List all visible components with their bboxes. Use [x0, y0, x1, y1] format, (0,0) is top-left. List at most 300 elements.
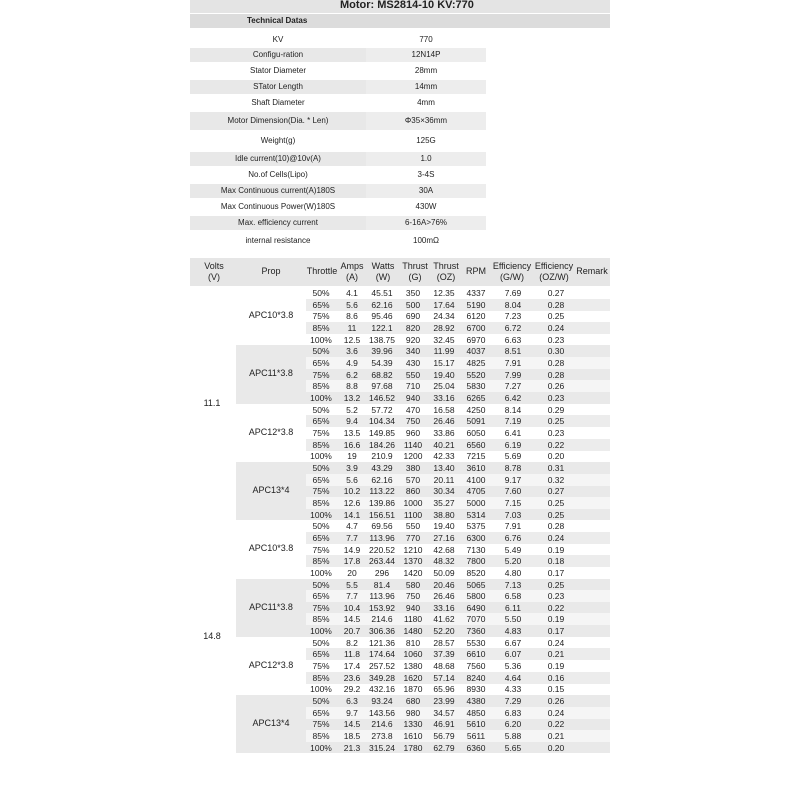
- table-cell: 65%: [312, 649, 330, 660]
- table-cell: 27.16: [433, 532, 455, 543]
- table-cell: 6.2: [346, 369, 358, 380]
- table-cell: 113.22: [369, 486, 395, 497]
- table-cell: 19.40: [433, 369, 455, 380]
- table-cell: 263.44: [369, 556, 395, 567]
- table-cell: 7070: [466, 614, 486, 625]
- table-cell: 100%: [310, 567, 332, 578]
- table-row: [306, 497, 610, 509]
- table-cell: 0.23: [547, 427, 565, 438]
- table-cell: 8520: [466, 567, 486, 578]
- table-cell: 0.30: [547, 346, 565, 357]
- table-cell: 50%: [312, 579, 330, 590]
- table-cell: 4380: [466, 696, 486, 707]
- table-row: [306, 404, 610, 416]
- table-cell: 4.7: [346, 521, 358, 532]
- table-row: [306, 648, 610, 660]
- table-row: [306, 613, 610, 625]
- table-cell: 50%: [312, 404, 330, 415]
- table-cell: 0.19: [547, 661, 565, 672]
- table-cell: 9.4: [346, 416, 358, 427]
- table-cell: 48.68: [433, 661, 455, 672]
- table-cell: 296: [374, 567, 390, 578]
- table-cell: 5.88: [504, 731, 522, 742]
- table-cell: 50%: [312, 521, 330, 532]
- table-cell: 113.96: [369, 591, 395, 602]
- table-cell: 16.6: [343, 439, 361, 450]
- table-cell: 75%: [312, 311, 330, 322]
- table-cell: 6120: [466, 311, 486, 322]
- table-row: [306, 579, 610, 591]
- table-cell: 38.80: [433, 509, 455, 520]
- table-cell: 9.7: [346, 707, 358, 718]
- table-cell: 100%: [310, 684, 332, 695]
- table-cell: 184.26: [369, 439, 395, 450]
- prop-label: APC13*4: [252, 485, 290, 496]
- table-row: [306, 357, 610, 369]
- table-cell: 75%: [312, 544, 330, 555]
- header-efficiency-g-label: Efficiency: [492, 261, 532, 271]
- table-cell: 65%: [312, 416, 330, 427]
- table-cell: 0.28: [547, 521, 565, 532]
- prop-label: APC10*3.8: [248, 310, 294, 321]
- table-cell: 149.85: [369, 427, 395, 438]
- table-cell: 257.52: [369, 661, 395, 672]
- table-cell: 7.91: [504, 521, 522, 532]
- spec-row: [190, 184, 434, 198]
- table-cell: 19.40: [433, 521, 455, 532]
- table-cell: 28.57: [433, 637, 455, 648]
- table-row: [306, 660, 610, 672]
- table-cell: 920: [405, 334, 421, 345]
- spec-row: [190, 33, 433, 47]
- table-cell: 6.72: [504, 322, 522, 333]
- table-cell: 13.2: [343, 392, 361, 403]
- table-cell: 122.1: [371, 322, 393, 333]
- table-cell: 65.96: [433, 684, 455, 695]
- table-cell: 6700: [466, 322, 486, 333]
- table-cell: 33.16: [433, 392, 455, 403]
- table-cell: 350: [405, 288, 421, 298]
- table-row: [306, 287, 610, 299]
- table-row: [306, 392, 610, 404]
- table-cell: 4850: [466, 707, 486, 718]
- table-cell: 0.19: [547, 544, 565, 555]
- table-cell: 1210: [403, 544, 423, 555]
- table-cell: 6.20: [504, 719, 522, 730]
- table-cell: 146.52: [369, 392, 395, 403]
- spec-row: [190, 168, 435, 182]
- table-cell: 5375: [466, 521, 486, 532]
- table-cell: 5190: [466, 299, 486, 310]
- header-thrust-oz-unit: (OZ): [436, 272, 456, 282]
- spec-row: [190, 96, 435, 110]
- table-cell: 33.86: [433, 427, 455, 438]
- table-cell: 8.78: [504, 462, 522, 473]
- table-cell: 35.27: [433, 497, 455, 508]
- table-cell: 0.21: [547, 649, 565, 660]
- table-cell: 18.5: [343, 731, 361, 742]
- table-cell: 7.7: [346, 591, 358, 602]
- table-cell: 4.64: [504, 672, 522, 683]
- table-row: [306, 555, 610, 567]
- table-cell: 5830: [466, 381, 486, 392]
- table-row: [306, 322, 610, 334]
- table-cell: 5.36: [504, 661, 522, 672]
- header-volts-label: Volts: [204, 261, 224, 271]
- table-cell: 0.23: [547, 591, 565, 602]
- table-cell: 65%: [312, 299, 330, 310]
- table-cell: 5.50: [504, 614, 522, 625]
- spec-row: [190, 80, 438, 94]
- table-cell: 680: [405, 696, 421, 707]
- table-cell: 210.9: [371, 451, 393, 462]
- table-cell: 6300: [466, 532, 486, 543]
- table-cell: 30.34: [433, 486, 455, 497]
- table-cell: 3.9: [346, 462, 358, 473]
- table-cell: 100%: [310, 626, 332, 637]
- table-cell: 0.20: [547, 742, 565, 753]
- table-cell: 6.83: [504, 707, 522, 718]
- table-cell: 5.6: [346, 299, 358, 310]
- table-cell: 23.6: [343, 672, 361, 683]
- table-cell: 12.5: [343, 334, 361, 345]
- table-cell: 57.72: [371, 404, 393, 415]
- table-cell: 1620: [403, 672, 423, 683]
- table-cell: 4037: [466, 346, 486, 357]
- table-cell: 156.51: [369, 509, 395, 520]
- table-cell: 19: [347, 451, 357, 462]
- table-cell: 75%: [312, 719, 330, 730]
- voltage-label: 14.8: [203, 630, 221, 641]
- table-cell: 0.25: [547, 509, 565, 520]
- spec-row: [190, 216, 448, 230]
- table-cell: 62.16: [371, 299, 393, 310]
- table-cell: 1870: [403, 684, 423, 695]
- table-cell: 5520: [466, 369, 486, 380]
- table-cell: 5.5: [346, 579, 358, 590]
- table-cell: 940: [405, 392, 421, 403]
- spec-label: Max. efficiency current: [190, 216, 366, 230]
- spec-value: 4mm: [417, 98, 435, 107]
- table-cell: 40.21: [433, 439, 455, 450]
- table-cell: 5610: [466, 719, 486, 730]
- table-cell: 7.29: [504, 696, 522, 707]
- table-cell: 11.99: [433, 346, 455, 357]
- spec-row: [190, 132, 436, 150]
- table-cell: 6610: [466, 649, 486, 660]
- table-cell: 315.24: [369, 742, 395, 753]
- table-cell: 550: [405, 521, 421, 532]
- table-cell: 75%: [312, 661, 330, 672]
- table-cell: 5000: [466, 497, 486, 508]
- table-cell: 85%: [312, 322, 330, 333]
- spec-value: 1.0: [366, 152, 486, 166]
- table-cell: 13.40: [433, 462, 455, 473]
- table-cell: 0.23: [547, 334, 565, 345]
- table-cell: 50%: [312, 637, 330, 648]
- table-cell: 33.16: [433, 602, 455, 613]
- table-cell: 0.19: [547, 614, 565, 625]
- table-cell: 5.69: [504, 451, 522, 462]
- header-watts-unit: (W): [375, 272, 391, 282]
- spec-label: internal resistance: [245, 236, 311, 245]
- table-cell: 42.33: [433, 451, 455, 462]
- table-cell: 0.21: [547, 731, 565, 742]
- table-cell: 0.25: [547, 579, 565, 590]
- header-efficiency-g: [490, 261, 534, 283]
- table-cell: 380: [405, 462, 421, 473]
- table-cell: 0.20: [547, 451, 565, 462]
- table-cell: 6.19: [504, 439, 522, 450]
- table-cell: 5800: [466, 591, 486, 602]
- spec-label: Stator Diameter: [249, 66, 307, 75]
- spec-label: STator Length: [190, 80, 366, 94]
- table-cell: 16.58: [433, 404, 455, 415]
- table-cell: 7.69: [504, 288, 522, 298]
- table-cell: 1140: [403, 439, 423, 450]
- table-cell: 14.9: [343, 544, 361, 555]
- table-cell: 65%: [312, 707, 330, 718]
- header-amps-label: Amps: [340, 261, 364, 271]
- table-row: [306, 672, 610, 684]
- table-cell: 4100: [466, 474, 486, 485]
- table-row: [306, 485, 610, 497]
- table-cell: 50%: [312, 288, 330, 298]
- table-cell: 12.35: [433, 288, 455, 298]
- table-cell: 3.6: [346, 346, 358, 357]
- table-row: [306, 625, 610, 637]
- table-cell: 770: [405, 532, 421, 543]
- header-thrust-g-unit: (G): [408, 272, 422, 282]
- spec-row: [190, 64, 438, 78]
- table-cell: 860: [405, 486, 421, 497]
- table-cell: 113.96: [369, 532, 395, 543]
- table-row: [306, 439, 610, 451]
- table-cell: 710: [405, 381, 421, 392]
- table-cell: 1100: [403, 509, 423, 520]
- table-cell: 6265: [466, 392, 486, 403]
- table-cell: 1060: [403, 649, 423, 660]
- table-cell: 14.5: [343, 719, 361, 730]
- table-row: [306, 707, 610, 719]
- table-cell: 93.24: [371, 696, 393, 707]
- spec-row: [190, 112, 448, 130]
- table-cell: 0.28: [547, 299, 565, 310]
- table-cell: 14.5: [343, 614, 361, 625]
- table-cell: 81.4: [373, 579, 391, 590]
- table-cell: 143.56: [369, 707, 395, 718]
- header-rpm: RPM: [466, 266, 486, 276]
- table-cell: 28.92: [433, 322, 455, 333]
- table-row: [306, 299, 610, 311]
- table-row: [306, 415, 610, 427]
- table-cell: 1180: [403, 614, 423, 625]
- table-cell: 85%: [312, 439, 330, 450]
- table-cell: 0.22: [547, 719, 565, 730]
- technical-data-header: [190, 14, 610, 28]
- table-cell: 6560: [466, 439, 486, 450]
- spec-value: 28mm: [414, 66, 438, 75]
- prop-label: APC13*4: [252, 718, 290, 729]
- table-cell: 0.26: [547, 696, 565, 707]
- table-cell: 0.24: [547, 707, 565, 718]
- table-cell: 4.83: [504, 626, 522, 637]
- table-cell: 1610: [403, 731, 423, 742]
- table-cell: 7560: [466, 661, 486, 672]
- table-row: [306, 380, 610, 392]
- spec-label: No.of Cells(Lipo): [248, 170, 308, 179]
- table-cell: 1380: [403, 661, 423, 672]
- spec-value: 12N14P: [366, 48, 486, 62]
- table-cell: 6.3: [346, 696, 358, 707]
- table-cell: 62.79: [433, 742, 455, 753]
- spec-row: [190, 152, 432, 166]
- prop-label: APC11*3.8: [249, 601, 293, 612]
- table-cell: 214.6: [371, 719, 393, 730]
- table-cell: 273.8: [371, 731, 393, 742]
- table-cell: 11.8: [344, 649, 360, 660]
- table-cell: 174.64: [369, 649, 395, 660]
- table-cell: 6.67: [504, 637, 522, 648]
- table-cell: 24.34: [433, 311, 455, 322]
- table-cell: 7.23: [504, 311, 522, 322]
- spec-value: 14mm: [366, 80, 486, 94]
- header-efficiency-g-unit: (G/W): [500, 272, 524, 282]
- table-row: [306, 369, 610, 381]
- table-cell: 100%: [310, 509, 332, 520]
- motor-title: Motor: MS2814-10 KV:770: [340, 0, 474, 11]
- table-cell: 50%: [312, 696, 330, 707]
- table-cell: 85%: [312, 672, 330, 683]
- table-cell: 3610: [466, 462, 486, 473]
- table-cell: 85%: [312, 614, 330, 625]
- table-cell: 5091: [466, 416, 486, 427]
- table-cell: 550: [405, 369, 421, 380]
- table-cell: 5.49: [504, 544, 522, 555]
- header-volts: [192, 261, 236, 283]
- table-cell: 0.26: [547, 381, 565, 392]
- header-efficiency-oz: [532, 261, 576, 283]
- table-cell: 26.46: [433, 416, 455, 427]
- table-cell: 0.17: [547, 567, 565, 578]
- table-cell: 20: [347, 567, 357, 578]
- table-cell: 17.8: [343, 556, 361, 567]
- table-row: [306, 730, 610, 742]
- prop-label: APC10*3.8: [248, 543, 294, 554]
- table-cell: 5.6: [346, 474, 358, 485]
- header-efficiency-oz-unit: (OZ/W): [539, 272, 569, 282]
- table-cell: 138.75: [369, 334, 395, 345]
- table-cell: 7.27: [504, 381, 522, 392]
- table-cell: 13.5: [343, 427, 361, 438]
- table-cell: 75%: [312, 486, 330, 497]
- table-cell: 4.9: [346, 357, 358, 368]
- table-cell: 8.6: [346, 311, 358, 322]
- table-cell: 0.25: [547, 311, 565, 322]
- table-cell: 46.91: [433, 719, 455, 730]
- table-cell: 50.09: [433, 567, 455, 578]
- table-cell: 349.28: [369, 672, 395, 683]
- table-cell: 6.07: [504, 649, 522, 660]
- table-row: [306, 718, 610, 730]
- table-cell: 10.4: [343, 602, 361, 613]
- table-cell: 85%: [312, 497, 330, 508]
- table-cell: 6.11: [505, 602, 521, 613]
- table-cell: 0.18: [547, 556, 565, 567]
- table-row: [306, 567, 610, 579]
- table-row: [306, 345, 610, 357]
- spec-label: Max Continuous Power(W)180S: [220, 202, 336, 211]
- spec-value: 3-4S: [417, 170, 435, 179]
- table-row: [306, 450, 610, 462]
- table-cell: 0.32: [547, 474, 565, 485]
- table-cell: 4.33: [504, 684, 522, 695]
- table-cell: 23.99: [433, 696, 455, 707]
- table-cell: 810: [405, 637, 421, 648]
- table-cell: 26.46: [433, 591, 455, 602]
- table-cell: 940: [405, 602, 421, 613]
- table-cell: 6.76: [504, 532, 522, 543]
- table-cell: 960: [405, 427, 421, 438]
- table-cell: 45.51: [371, 288, 393, 298]
- table-cell: 10.2: [343, 486, 361, 497]
- table-cell: 7.7: [346, 532, 358, 543]
- table-cell: 17.4: [343, 661, 361, 672]
- table-cell: 6490: [466, 602, 486, 613]
- table-cell: 0.22: [547, 602, 565, 613]
- table-cell: 7800: [466, 556, 486, 567]
- table-cell: 7.60: [504, 486, 522, 497]
- table-cell: 20.7: [343, 626, 361, 637]
- table-cell: 69.56: [371, 521, 393, 532]
- table-cell: 25.04: [433, 381, 455, 392]
- header-thrust-oz: [430, 261, 462, 283]
- header-amps: [338, 261, 366, 283]
- table-cell: 5530: [466, 637, 486, 648]
- table-cell: 65%: [312, 474, 330, 485]
- table-cell: 7130: [466, 544, 486, 555]
- table-cell: 220.52: [369, 544, 395, 555]
- spec-label: Weight(g): [260, 136, 296, 145]
- table-cell: 4250: [466, 404, 486, 415]
- table-cell: 1370: [403, 556, 423, 567]
- table-row: [306, 509, 610, 521]
- table-cell: 5314: [466, 509, 486, 520]
- header-efficiency-oz-label: Efficiency: [534, 261, 574, 271]
- table-cell: 1480: [403, 626, 423, 637]
- spec-row: [190, 48, 441, 62]
- table-row: [306, 462, 610, 474]
- table-cell: 1000: [403, 497, 423, 508]
- table-cell: 104.34: [369, 416, 395, 427]
- spec-row: [190, 200, 437, 214]
- table-cell: 470: [405, 404, 421, 415]
- table-cell: 7.91: [504, 357, 522, 368]
- table-cell: 7215: [466, 451, 486, 462]
- table-cell: 0.27: [547, 486, 565, 497]
- table-cell: 0.25: [547, 416, 565, 427]
- table-cell: 1330: [403, 719, 423, 730]
- table-cell: 41.62: [433, 614, 455, 625]
- table-cell: 50%: [312, 346, 330, 357]
- table-cell: 7.15: [504, 497, 522, 508]
- table-cell: 54.39: [371, 357, 393, 368]
- table-cell: 6.41: [504, 427, 522, 438]
- table-cell: 7.13: [504, 579, 522, 590]
- prop-label: APC12*3.8: [248, 426, 294, 437]
- header-thrust-oz-label: Thrust: [433, 261, 459, 271]
- table-cell: 4705: [466, 486, 486, 497]
